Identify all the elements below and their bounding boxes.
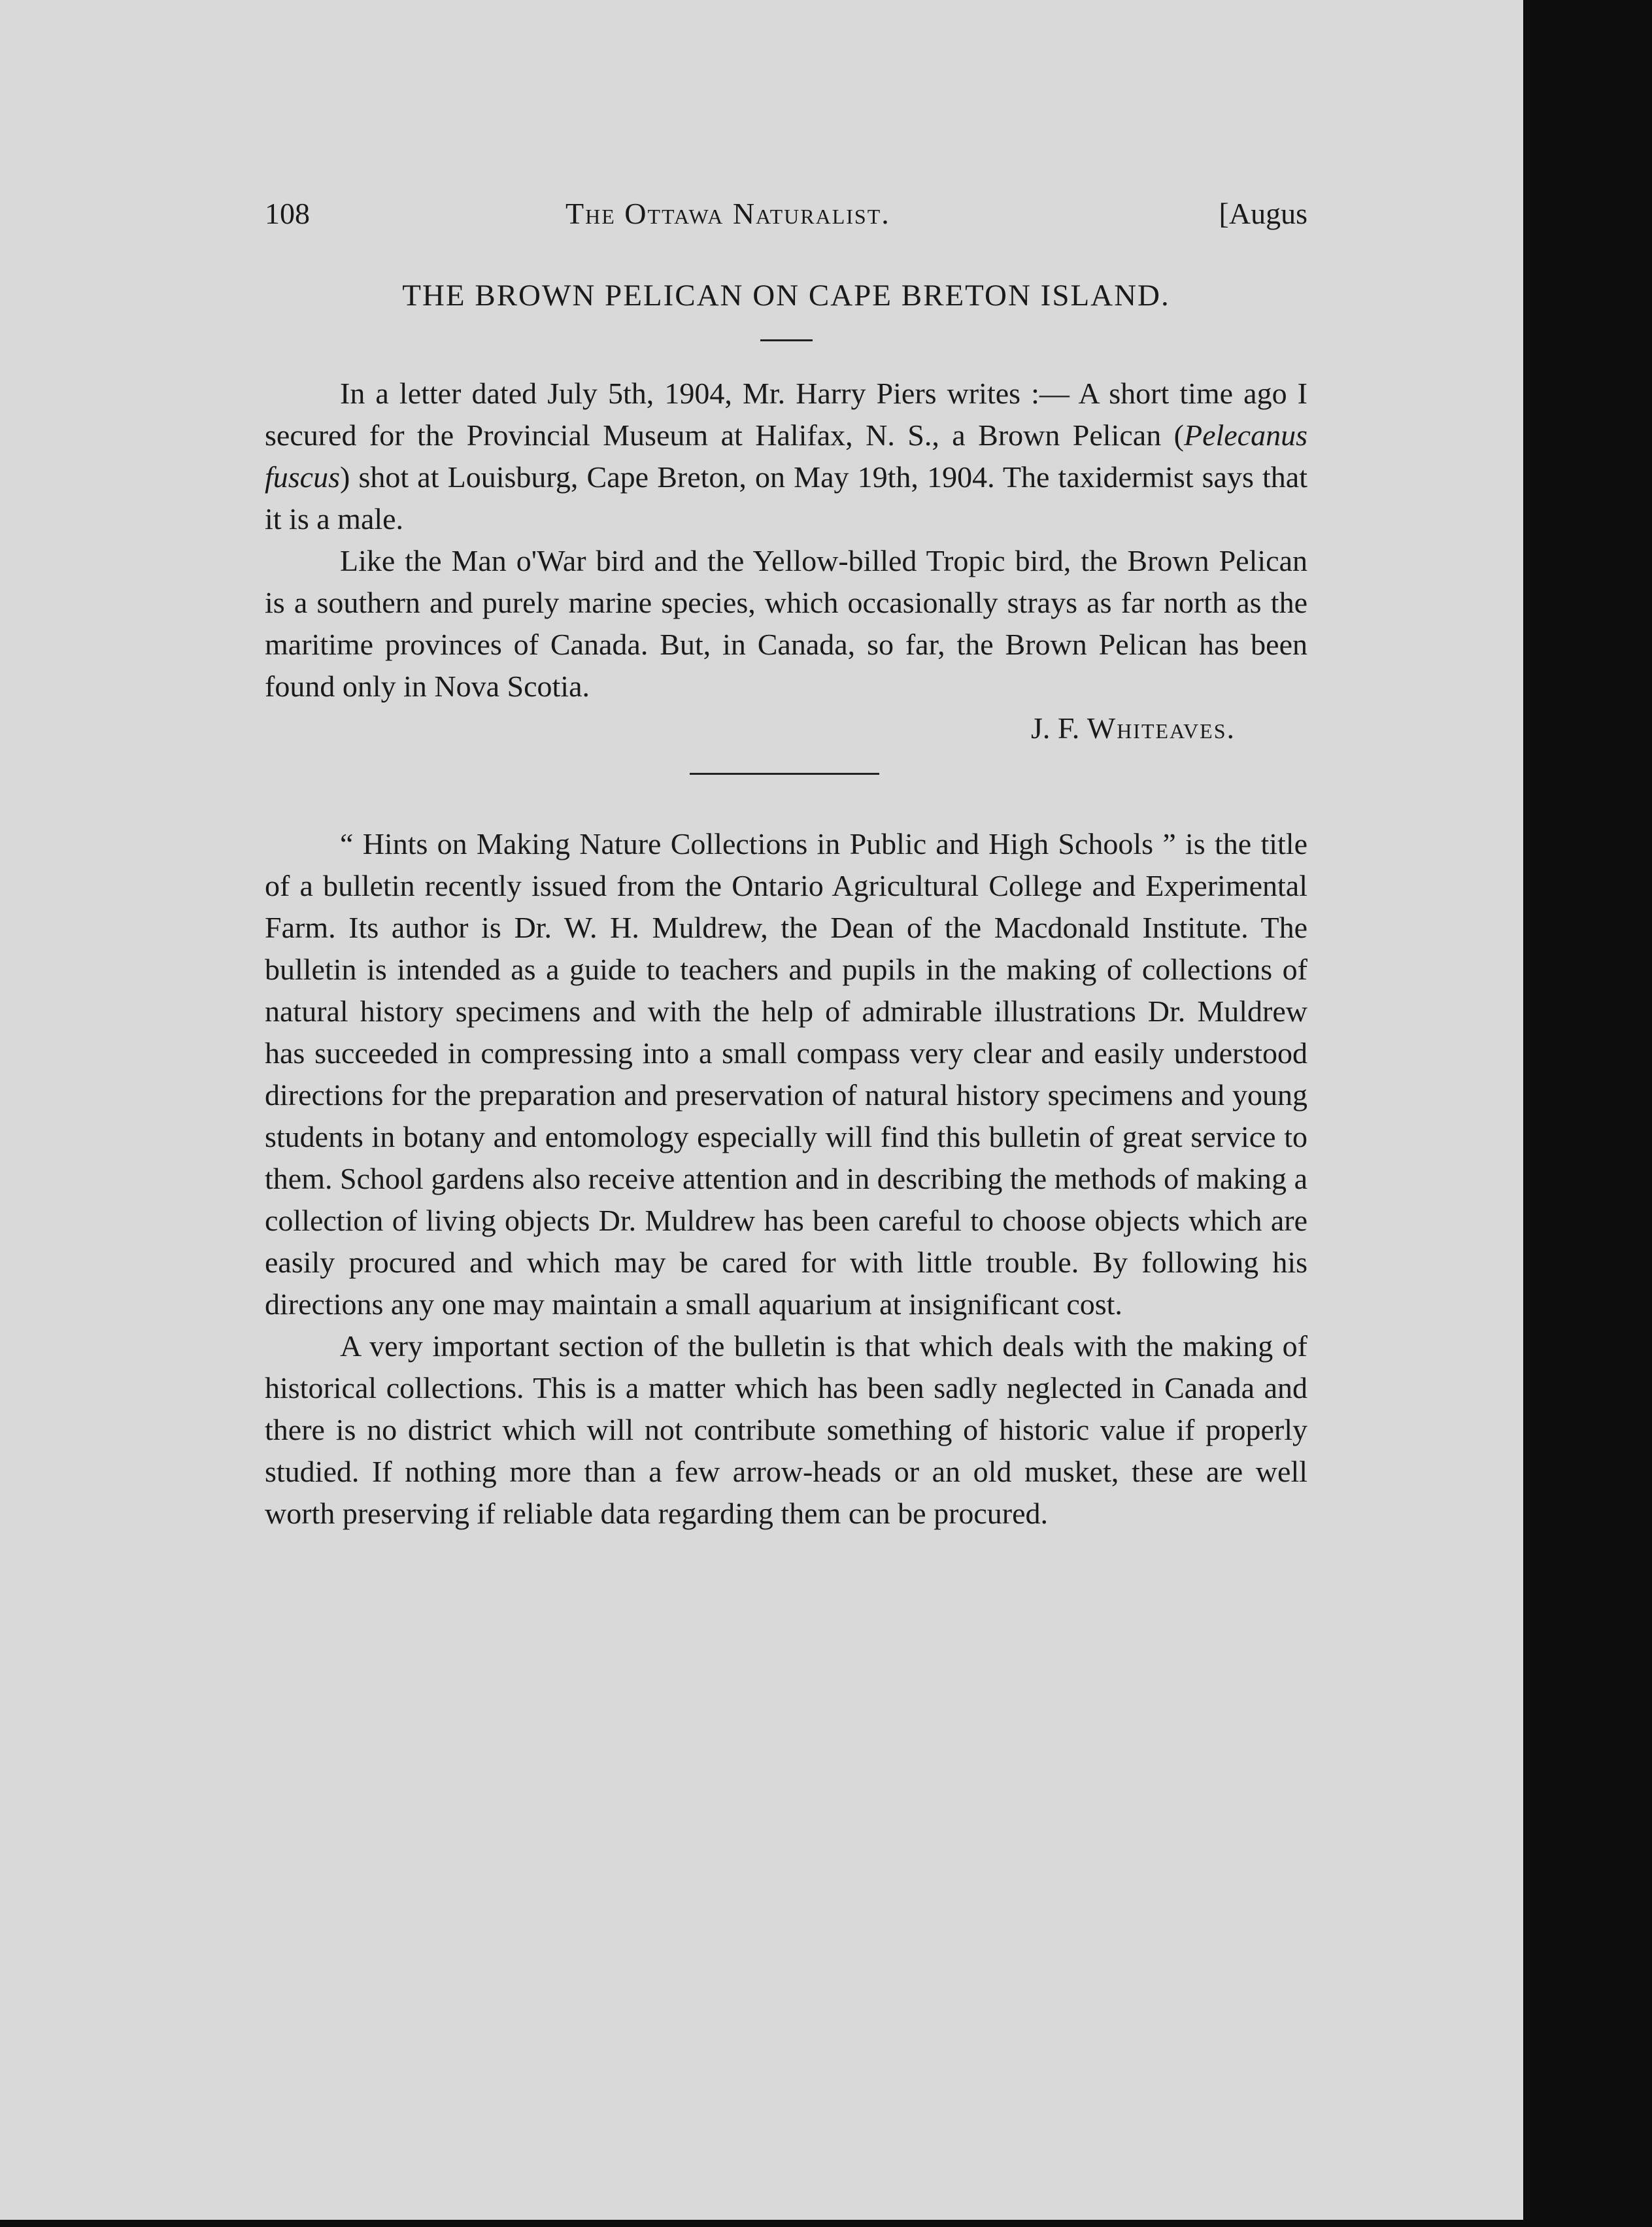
article-paragraph-1 (265, 373, 1307, 540)
article-paragraph-1-start: In a letter dated July 5th, 1904, Mr. Harry Piers writes :— A short time ago I secured for the Provincial Museum at Halifax, N. S., a Brown Pelican ( (265, 377, 1307, 452)
notice-paragraph-1: “ Hints on Making Nature Collections in Public and High Schools ” is the title of a bulletin recently issued from the Ontario Agricultural College and Experimental Farm. Its author is Dr. W. H. Muldrew, the Dean of the Macdonald Institute. The bulletin is intended as a guide to teachers and pupils in the making of collections of natural history specimens and with the help of admirable illustrations Dr. Muldrew has succeeded in compressing into a small compass very clear and easily understood directions for the preparation and preservation of natural history specimens and young students in botany and entomology especially will find this bulletin of great service to them. School gardens also receive attention and in describing the methods of making a collection of living objects Dr. Muldrew has been careful to choose objects which are easily procured and which may be cared for with little trouble. By following his directions any one may maintain a small aquarium at insignificant cost. (265, 827, 1307, 1321)
author-surname: Whiteaves. (1087, 711, 1236, 745)
page-number: 108 (265, 197, 310, 230)
author-signature (265, 707, 1307, 749)
scan-border-right (1523, 0, 1652, 2227)
species-name: Pelecanus fuscus (265, 418, 1307, 494)
journal-title: The Ottawa Naturalist. (565, 197, 890, 230)
article-paragraph-2: Like the Man o'War bird and the Yellow-billed Tropic bird, the Brown Pelican is a southern and purely marine species, which occasionally strays as far north as the maritime provinces of Canada. But, in Canada, so far, the Brown Pelican has been found only in Nova Scotia. (265, 544, 1307, 703)
page-content (265, 196, 1307, 1535)
article-paragraph-1-end: ) shot at Louisburg, Cape Breton, on May 19th, 1904. The taxidermist says that it is a male. (265, 460, 1307, 536)
author-initials: J. F. (1030, 711, 1080, 745)
issue-month: [Augus (1219, 197, 1307, 230)
article-title: THE BROWN PELICAN ON CAPE BRETON ISLAND. (402, 279, 1170, 313)
scan-border-bottom (0, 2220, 1523, 2227)
notice-paragraph-2: A very important section of the bulletin is that which deals with the making of historical collections. This is a matter which has been sadly neglected in Canada and there is no district which will not contribute something of historic value if properly studied. If nothing more than a few arrow-heads or an old musket, these are well worth preserving if reliable data regarding them can be procured. (265, 1329, 1307, 1530)
title-rule (760, 339, 813, 341)
section-rule (690, 773, 879, 775)
running-head (265, 196, 1307, 248)
